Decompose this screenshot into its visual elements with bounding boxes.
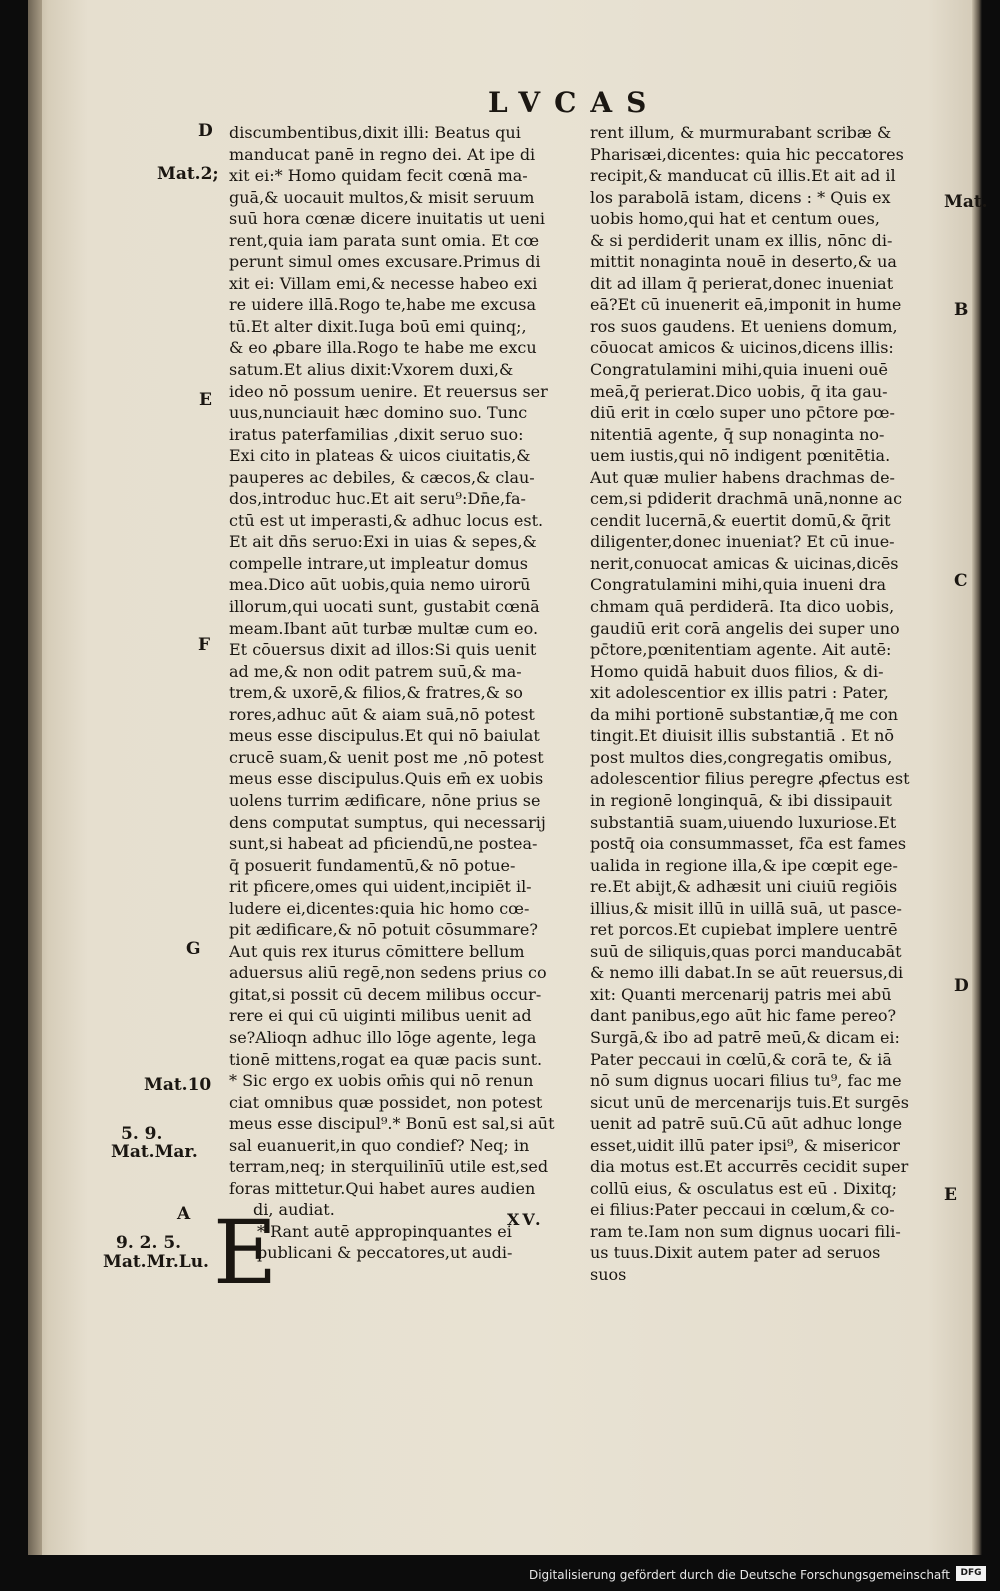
text-line: tingit.Et diuisit illis substantiā . Et nō: [590, 726, 895, 746]
margin-ref-mat-mr-lu: Mat.Mr.Lu.: [103, 1252, 209, 1272]
text-line: di, audiat.: [253, 1200, 335, 1220]
text-line: uus,nunciauit hæc domino suo. Tunc: [229, 403, 528, 423]
margin-ref-mat-right: Mat.: [944, 192, 988, 212]
text-line: suū hora cœnæ dicere inuitatis ut ueni: [229, 209, 545, 229]
text-line: pauperes ac debiles, & cæcos,& clau-: [229, 467, 535, 487]
text-line: & si perdiderit unam ex illis, nōnc di-: [590, 230, 893, 250]
text-line: ciat omnibus quæ possidet, non potest: [229, 1092, 543, 1112]
text-line: publicani & peccatores,ut audi-: [257, 1243, 513, 1263]
margin-ref-numbers-2: 9. 2. 5.: [116, 1233, 182, 1253]
text-line: recipit,& manducat cū illis.Et ait ad il: [590, 166, 896, 186]
text-line: discumbentibus,dixit illi: Beatus qui: [229, 123, 521, 142]
text-line: re.Et abijt,& adhæsit uni ciuiū regiōis: [590, 877, 898, 897]
text-line: mea.Dico aūt uobis,quia nemo uirorū: [229, 575, 531, 595]
text-line: gitat,si possit cū decem milibus occur-: [229, 984, 542, 1004]
text-line: rere ei qui cū uiginti milibus uenit ad: [229, 1006, 532, 1026]
text-line: collū eius, & osculatus est eū . Dixitq;: [590, 1178, 897, 1198]
text-line: re uidere illā.Rogo te,habe me excusa: [229, 295, 537, 315]
text-line: tionē mittens,rogat ea quæ pacis sunt.: [229, 1049, 543, 1069]
text-line: suos: [590, 1264, 627, 1284]
chapter-number: XV.: [507, 1210, 544, 1229]
text-line: uenit ad patrē suū.Cū aūt adhuc longe: [590, 1114, 903, 1134]
text-line: rent illum, & murmurabant scribæ &: [590, 123, 892, 142]
margin-letter-f: F: [198, 635, 211, 655]
text-line: meus esse discipulus.Quis em̄ ex uobis: [229, 769, 544, 789]
text-line: se?Alioqn adhuc illo lōge agente, lega: [229, 1027, 537, 1047]
text-line: pc̄tore,pœnitentiam agente. Ait autē:: [590, 640, 892, 660]
text-line: ludere ei,dicentes:quia hic homo cœ-: [229, 898, 530, 918]
text-line: pit ædificare,& nō potuit cōsummare?: [229, 920, 538, 940]
footer-bar: [0, 1555, 1000, 1591]
text-line: dant panibus,ego aūt hic fame pereo?: [590, 1006, 897, 1026]
margin-ref-numbers: 5. 9.: [121, 1124, 163, 1144]
text-line: ctū est ut imperasti,& adhuc locus est.: [229, 510, 544, 530]
text-line: chmam quā perdiderā. Ita dico uobis,: [590, 597, 895, 617]
text-line: meam.Ibant aūt turbæ multæ cum eo.: [229, 618, 539, 638]
text-line: gaudiū erit corā angelis dei super uno: [590, 618, 900, 638]
text-line: rit pficere,omes qui uident,incipiēt il-: [229, 877, 532, 897]
text-line: * Sic ergo ex uobis om̄is qui nō renun: [229, 1071, 534, 1091]
dfg-logo: DFG: [956, 1566, 986, 1581]
left-text-column: [229, 122, 585, 1264]
text-line: nō sum dignus uocari filius tu⁹, fac me: [590, 1071, 902, 1091]
text-line: Et ait dn̄s seruo:Exi in uias & sepes,&: [229, 532, 537, 552]
text-line: * Rant autē appropinquantes ei: [257, 1221, 512, 1241]
text-line: nerit,conuocat amicas & uicinas,dicēs: [590, 553, 899, 573]
text-line: Exi cito in plateas & uicos ciuitatis,&: [229, 446, 531, 466]
text-line: ei filius:Pater peccaui in cœlum,& co-: [590, 1200, 895, 1220]
text-line: guā,& uocauit multos,& misit seruum: [229, 187, 535, 207]
text-line: meā,q̄ perierat.Dico uobis, q̄ ita gau-: [590, 381, 888, 401]
text-line: in regionē longinquā, & ibi dissipauit: [590, 790, 892, 810]
text-line: ad me,& non odit patrem suū,& ma-: [229, 661, 522, 681]
margin-letter-e-right: E: [944, 1185, 957, 1205]
text-line: suū de siliquis,quas porci manducabāt: [590, 941, 902, 961]
text-line: sicut unū de mercenarijs tuis.Et surgēs: [590, 1092, 909, 1112]
text-line: terram,neq; in sterquilinīū utile est,sed: [229, 1157, 549, 1177]
text-line: los parabolā istam, dicens : * Quis ex: [590, 187, 891, 207]
margin-letter-d-right: D: [954, 976, 969, 996]
text-line: rores,adhuc aūt & aiam suā,nō potest: [229, 704, 535, 724]
margin-ref-mat-10: Mat.10: [144, 1075, 212, 1095]
text-line: xit ei: Villam emi,& necesse habeo exi: [229, 273, 538, 293]
text-line: dia motus est.Et accurrēs cecidit super: [590, 1157, 909, 1177]
dropcap-letter: E: [213, 1201, 278, 1304]
text-line: dens computat sumptus, qui necessarij: [229, 812, 546, 832]
text-line: nitentiā agente, q̄ sup nonaginta no-: [590, 424, 885, 444]
text-line: eā?Et cū inuenerit eā,imponit in hume: [590, 295, 902, 315]
text-line: cendit lucernā,& euertit domū,& q̄rit: [590, 510, 891, 530]
text-line: cōuocat amicos & uicinos,dicens illis:: [590, 338, 894, 358]
text-line: aduersus aliū regē,non sedens prius co: [229, 963, 547, 983]
text-line: illorum,qui uocati sunt, gustabit cœnā: [229, 597, 540, 617]
margin-letter-g: G: [186, 939, 201, 959]
text-line: uem iustis,qui nō indigent pœnitētia.: [590, 446, 891, 466]
text-line: xit ei:* Homo quidam fecit cœnā ma-: [229, 166, 528, 186]
text-line: substantiā suam,uiuendo luxuriose.Et: [590, 812, 897, 832]
text-line: da mihi portionē substantiæ,q̄ me con: [590, 704, 899, 724]
text-line: us tuus.Dixit autem pater ad seruos: [590, 1243, 881, 1263]
text-line: & eo ꝓbare illa.Rogo te habe me excu: [229, 338, 537, 358]
footer-credit: Digitalisierung gefördert durch die Deutsche Forschungsgemeinschaft: [528, 1568, 950, 1582]
text-line: sunt,si habeat ad pficiendū,ne postea-: [229, 834, 538, 854]
text-line: postq̄ oia consummasset, fc̄a est fames: [590, 834, 907, 854]
text-line: Aut quæ mulier habens drachmas de-: [590, 467, 895, 487]
text-line: xit: Quanti mercenarij patris mei abū: [590, 984, 892, 1004]
text-line: rent,quia iam parata sunt omia. Et cœ: [229, 230, 540, 250]
text-line: Pater peccaui in cœlū,& corā te, & iā: [590, 1049, 892, 1069]
text-line: crucē suam,& uenit post me ,nō potest: [229, 747, 544, 767]
margin-ref-mat-mar: Mat.Mar.: [111, 1142, 198, 1162]
text-line: Homo quidā habuit duos filios, & di-: [590, 661, 884, 681]
margin-letter-e: E: [199, 390, 212, 410]
text-line: dos,introduc huc.Et ait seru⁹:Dn̄e,fa-: [229, 489, 526, 509]
text-line: & nemo illi dabat.In se aūt reuersus,di: [590, 963, 904, 983]
text-line: iratus paterfamilias ,dixit seruo suo:: [229, 424, 524, 444]
text-line: xit adolescentior ex illis patri : Pater,: [590, 683, 889, 703]
text-line: Congratulamini mihi,quia inueni dra: [590, 575, 887, 595]
text-line: diligenter,donec inueniat? Et cū inue-: [590, 532, 895, 552]
text-line: sal euanuerit,in quo condief? Neq; in: [229, 1135, 530, 1155]
text-line: Surgā,& ibo ad patrē meū,& dicam ei:: [590, 1027, 900, 1047]
text-line: perunt simul omes excusare.Primus di: [229, 252, 541, 272]
text-line: illius,& misit illū in uillā suā, ut pasce-: [590, 898, 902, 918]
text-line: uolens turrim ædificare, nōne prius se: [229, 790, 541, 810]
text-line: ret porcos.Et cupiebat implere uentrē: [590, 920, 898, 940]
margin-letter-a: A: [177, 1204, 191, 1224]
margin-ref-mat: Mat.2;: [157, 164, 219, 184]
text-line: dit ad illam q̄ perierat,donec inueniat: [590, 273, 894, 293]
page-gutter-shadow: [28, 0, 42, 1555]
text-line: ideo nō possum uenire. Et reuersus ser: [229, 381, 548, 401]
text-line: trem,& uxorē,& filios,& fratres,& so: [229, 683, 523, 703]
text-line: meus esse discipulus.Et qui nō baiulat: [229, 726, 540, 746]
text-line: uobis homo,qui hat et centum oues,: [590, 209, 880, 229]
text-line: Et cōuersus dixit ad illos:Si quis uenit: [229, 640, 537, 660]
text-line: diū erit in cœlo super uno pc̄tore pœ-: [590, 403, 895, 423]
text-line: post multos dies,congregatis omibus,: [590, 747, 893, 767]
margin-letter-b: B: [954, 300, 969, 320]
text-line: foras mittetur.Qui habet aures audien: [229, 1178, 536, 1198]
text-line: esset,uidit illū pater ipsi⁹, & misericor: [590, 1135, 900, 1155]
margin-letter-d: D: [198, 121, 213, 141]
text-line: q̄ posuerit fundamentū,& nō potue-: [229, 855, 516, 875]
text-line: Pharisæi,dicentes: quia hic peccatores: [590, 144, 904, 164]
text-line: adolescentior filius peregre ꝓfectus est: [590, 769, 910, 789]
text-line: satum.Et alius dixit:Vxorem duxi,&: [229, 360, 514, 380]
margin-letter-c: C: [954, 571, 968, 591]
right-text-column: [590, 122, 948, 1286]
text-line: Congratulamini mihi,quia inueni ouē: [590, 360, 888, 380]
page-edge-shadow: [972, 0, 982, 1555]
text-line: ram te.Iam non sum dignus uocari fili-: [590, 1221, 901, 1241]
running-head: LVCAS: [488, 86, 661, 119]
text-line: ros suos gaudens. Et ueniens domum,: [590, 316, 898, 336]
text-line: manducat panē in regno dei. At ipe di: [229, 144, 536, 164]
text-line: Aut quis rex iturus cōmittere bellum: [229, 941, 525, 961]
text-line: meus esse discipul⁹.* Bonū est sal,si aūt: [229, 1114, 555, 1134]
text-line: compelle intrare,ut impleatur domus: [229, 553, 529, 573]
text-line: mittit nonaginta nouē in deserto,& ua: [590, 252, 897, 272]
text-line: cem,si pdiderit drachmā unā,nonne ac: [590, 489, 903, 509]
text-line: ualida in regione illa,& ipe cœpit ege-: [590, 855, 898, 875]
text-line: tū.Et alter dixit.Iuga boū emi quinq;,: [229, 316, 527, 336]
